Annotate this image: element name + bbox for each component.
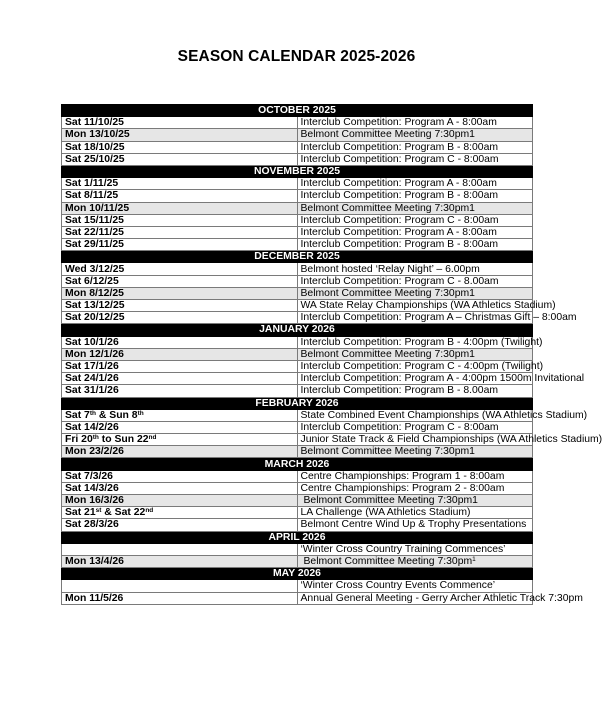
table-row [62, 275, 533, 287]
event-description-text: Interclub Competition: Program C - 8:00am [300, 153, 499, 165]
event-date [62, 287, 298, 299]
event-description [297, 214, 533, 226]
event-description-text: Interclub Competition: Program C - 4:00pm (Twilight) [300, 361, 544, 373]
table-row [62, 360, 533, 372]
event-date-text: Sat 7/3/26 [65, 470, 113, 482]
event-date-text: Sat 13/12/25 [65, 300, 125, 312]
table-row [62, 495, 533, 507]
event-date-text: Sat 31/1/26 [65, 385, 119, 397]
event-description [297, 348, 533, 360]
event-description-text: State Combined Event Championships (WA Athletics Stadium) [300, 409, 588, 421]
event-date [62, 555, 298, 567]
event-date [62, 495, 298, 507]
event-description [297, 275, 533, 287]
event-description-text: ‘Winter Cross Country Training Commences’ [300, 543, 506, 555]
event-date-text: Sat 6/12/25 [65, 275, 119, 287]
event-description-text: Interclub Competition: Program A - 8:00am [300, 178, 497, 190]
event-description-text: LA Challenge (WA Athletics Stadium) [300, 507, 471, 519]
month-header-row [62, 105, 533, 117]
event-date [62, 385, 298, 397]
event-description-text: Interclub Competition: Program A - 8:00am [300, 226, 497, 238]
table-row [62, 543, 533, 555]
event-date-text: Sat 20/12/25 [65, 312, 125, 324]
event-description [297, 470, 533, 482]
table-row [62, 482, 533, 494]
event-date [62, 300, 298, 312]
event-date-text: Sat 1/11/25 [65, 178, 119, 190]
table-row [62, 555, 533, 567]
event-description [297, 202, 533, 214]
event-description-text: Belmont Committee Meeting 7:30pm1 [300, 348, 475, 360]
table-row [62, 153, 533, 165]
event-date [62, 592, 298, 604]
event-description-text: Interclub Competition: Program C - 8:00am [300, 214, 499, 226]
event-date-text: Wed 3/12/25 [65, 263, 125, 275]
event-date-text: Mon 12/1/26 [65, 348, 124, 360]
event-date [62, 190, 298, 202]
event-date-text: Sat 28/3/26 [65, 519, 119, 531]
table-row [62, 226, 533, 238]
event-date-text: Sat 22/11/25 [65, 226, 124, 238]
event-description-text: Interclub Competition: Program C - 8.00am [300, 275, 499, 287]
event-date [62, 482, 298, 494]
month-header: OCTOBER 2025 [62, 105, 533, 117]
event-date [62, 312, 298, 324]
event-description-text: Belmont Committee Meeting 7:30pm1 [300, 446, 475, 458]
table-row [62, 178, 533, 190]
event-date [62, 178, 298, 190]
table-row [62, 580, 533, 592]
event-date [62, 202, 298, 214]
table-row [62, 300, 533, 312]
season-calendar-table [61, 104, 602, 605]
month-header-row [62, 397, 533, 409]
event-date-text: Sat 10/1/26 [65, 336, 119, 348]
event-date-text-end: to Sun 22 [98, 434, 149, 446]
event-description [297, 555, 533, 567]
event-description-text: Interclub Competition: Program C - 8:00am [300, 421, 499, 433]
date-ordinal-suffix: nd [148, 434, 157, 442]
event-date [62, 117, 298, 129]
event-date [62, 470, 298, 482]
event-description [297, 373, 585, 385]
event-description [297, 495, 533, 507]
event-date-text: Sat 25/10/25 [65, 153, 125, 165]
table-row [62, 214, 533, 226]
event-description [297, 543, 533, 555]
table-row [62, 373, 533, 385]
event-description-text: Interclub Competition: Program A - 8:00am [300, 117, 497, 129]
table-row [62, 470, 533, 482]
event-date [62, 129, 298, 141]
event-date-text: Mon 16/3/26 [65, 495, 124, 507]
date-ordinal-suffix: nd [145, 507, 154, 515]
table-row [62, 434, 533, 446]
event-description [297, 507, 533, 519]
event-date-text: Mon 11/5/26 [65, 592, 124, 604]
date-ordinal-suffix: th [89, 409, 96, 417]
event-description [297, 153, 533, 165]
event-description-text: Interclub Competition: Program B - 8:00am [300, 190, 499, 202]
event-description-text: Interclub Competition: Program B - 8:00am [300, 239, 499, 251]
event-date [62, 360, 298, 372]
event-date-text: Sat 14/3/26 [65, 482, 119, 494]
month-header-row [62, 568, 533, 580]
event-description [297, 482, 533, 494]
event-description-text: Belmont hosted ‘Relay Night’ – 6.00pm [300, 263, 480, 275]
date-ordinal-suffix: st [95, 507, 102, 515]
event-date-text: Mon 13/10/25 [65, 129, 130, 141]
table-row [62, 190, 533, 202]
month-header: NOVEMBER 2025 [62, 165, 533, 177]
event-date [62, 263, 298, 275]
event-date [62, 421, 298, 433]
event-description [297, 421, 533, 433]
event-description-text: Centre Championships: Program 1 - 8:00am [300, 470, 505, 482]
event-date-text-end: & Sun 8 [95, 409, 138, 421]
event-date-text: Sat 11/10/25 [65, 117, 124, 129]
event-description [297, 226, 533, 238]
event-description-text: ‘Winter Cross Country Events Commence’ [300, 580, 496, 592]
event-description-text: WA State Relay Championships (WA Athletics Stadium) [300, 300, 556, 312]
event-description [297, 592, 583, 604]
event-date-text: Mon 10/11/25 [65, 202, 130, 214]
event-date [62, 507, 298, 519]
event-date [62, 580, 298, 592]
event-date-text: Sat 21 [65, 507, 96, 519]
event-date [62, 519, 298, 531]
event-date [62, 239, 298, 251]
event-description-text: Belmont Committee Meeting 7:30pm1 [303, 495, 478, 507]
event-description [297, 117, 533, 129]
month-header-row [62, 165, 533, 177]
event-description [297, 239, 533, 251]
table-row [62, 312, 533, 324]
table-row [62, 141, 533, 153]
table-row [62, 592, 533, 604]
event-date [62, 409, 298, 421]
event-description-text: Interclub Competition: Program B - 4:00pm (Twilight) [300, 336, 543, 348]
event-description-text: Interclub Competition: Program B - 8:00am [300, 141, 499, 153]
event-description [297, 312, 577, 324]
page-title: SEASON CALENDAR 2025-2026 [177, 48, 416, 65]
event-date-text: Mon 8/12/25 [65, 287, 124, 299]
event-date-text: Sat 29/11/25 [65, 239, 124, 251]
event-date [62, 543, 298, 555]
event-description-text: Interclub Competition: Program A - 4:00pm 1500m Invitational [300, 373, 585, 385]
table-row [62, 409, 533, 421]
table-row [62, 446, 533, 458]
date-ordinal-suffix: th [92, 434, 99, 442]
event-description [297, 519, 533, 531]
table-row [62, 519, 533, 531]
calendar-body [62, 105, 602, 605]
event-description-text: Belmont Committee Meeting 7:30pm [303, 556, 473, 568]
event-description-text: Interclub Competition: Program A – Christmas Gift – 8:00am [300, 312, 577, 324]
event-description [297, 178, 533, 190]
event-date [62, 226, 298, 238]
table-row [62, 385, 533, 397]
event-description [297, 385, 533, 397]
event-date-text: Fri 20 [65, 434, 93, 446]
event-description [297, 129, 533, 141]
event-description [297, 409, 588, 421]
event-description [297, 434, 602, 446]
table-row [62, 421, 533, 433]
event-description [297, 580, 533, 592]
event-date [62, 446, 298, 458]
event-description-text: Belmont Committee Meeting 7:30pm1 [300, 287, 475, 299]
event-date-text: Mon 23/2/26 [65, 446, 124, 458]
event-description-text: Belmont Committee Meeting 7:30pm1 [300, 202, 475, 214]
month-header-row [62, 251, 533, 263]
event-date-text-end: & Sat 22 [101, 507, 146, 519]
month-header: JANUARY 2026 [62, 324, 533, 336]
event-date [62, 336, 298, 348]
event-date-text: Sat 15/11/25 [65, 214, 124, 226]
event-description-text: Annual General Meeting - Gerry Archer Athletic Track 7:30pm [300, 592, 583, 604]
table-row [62, 117, 533, 129]
event-description [297, 141, 533, 153]
event-description [297, 263, 533, 275]
event-description [297, 300, 556, 312]
event-description [297, 336, 543, 348]
month-header: APRIL 2026 [62, 531, 533, 543]
table-row [62, 348, 533, 360]
event-date-text: Sat 17/1/26 [65, 361, 119, 373]
event-description [297, 360, 544, 373]
table-row [62, 263, 533, 275]
event-description-text: Belmont Committee Meeting 7:30pm1 [300, 129, 475, 141]
table-row [62, 239, 533, 251]
event-date [62, 214, 298, 226]
event-description-text: Junior State Track & Field Championships (WA Athletics Stadium) [300, 434, 602, 446]
event-date [62, 141, 298, 153]
event-date [62, 275, 298, 287]
event-date [62, 153, 298, 165]
event-date-text: Mon 13/4/26 [65, 556, 124, 568]
month-header-row [62, 458, 533, 470]
table-row [62, 287, 533, 299]
month-header: MAY 2026 [62, 568, 533, 580]
month-header: MARCH 2026 [62, 458, 533, 470]
event-date [62, 373, 298, 385]
event-date [62, 348, 298, 360]
event-date-text: Sat 18/10/25 [65, 141, 125, 153]
month-header-row [62, 324, 533, 336]
event-description-text: Centre Championships: Program 2 - 8:00am [300, 482, 505, 494]
footnote-marker: 1 [472, 556, 476, 564]
event-description [297, 287, 533, 299]
month-header: FEBRUARY 2026 [62, 397, 533, 409]
table-row [62, 202, 533, 214]
table-row [62, 129, 533, 141]
event-description [297, 190, 533, 202]
event-date-text: Sat 24/1/26 [65, 373, 119, 385]
date-ordinal-suffix: th [137, 409, 144, 417]
event-date [62, 434, 298, 446]
event-date-text: Sat 14/2/26 [65, 421, 119, 433]
event-description [297, 446, 533, 458]
month-header-row [62, 531, 533, 543]
event-description-text: Belmont Centre Wind Up & Trophy Presentations [300, 519, 527, 531]
table-row [62, 507, 533, 519]
month-header: DECEMBER 2025 [62, 251, 533, 263]
event-date-text: Sat 8/11/25 [65, 190, 119, 202]
event-description-text: Interclub Competition: Program B - 8.00am [300, 385, 499, 397]
event-date-text: Sat 7 [65, 409, 90, 421]
table-row [62, 336, 533, 348]
